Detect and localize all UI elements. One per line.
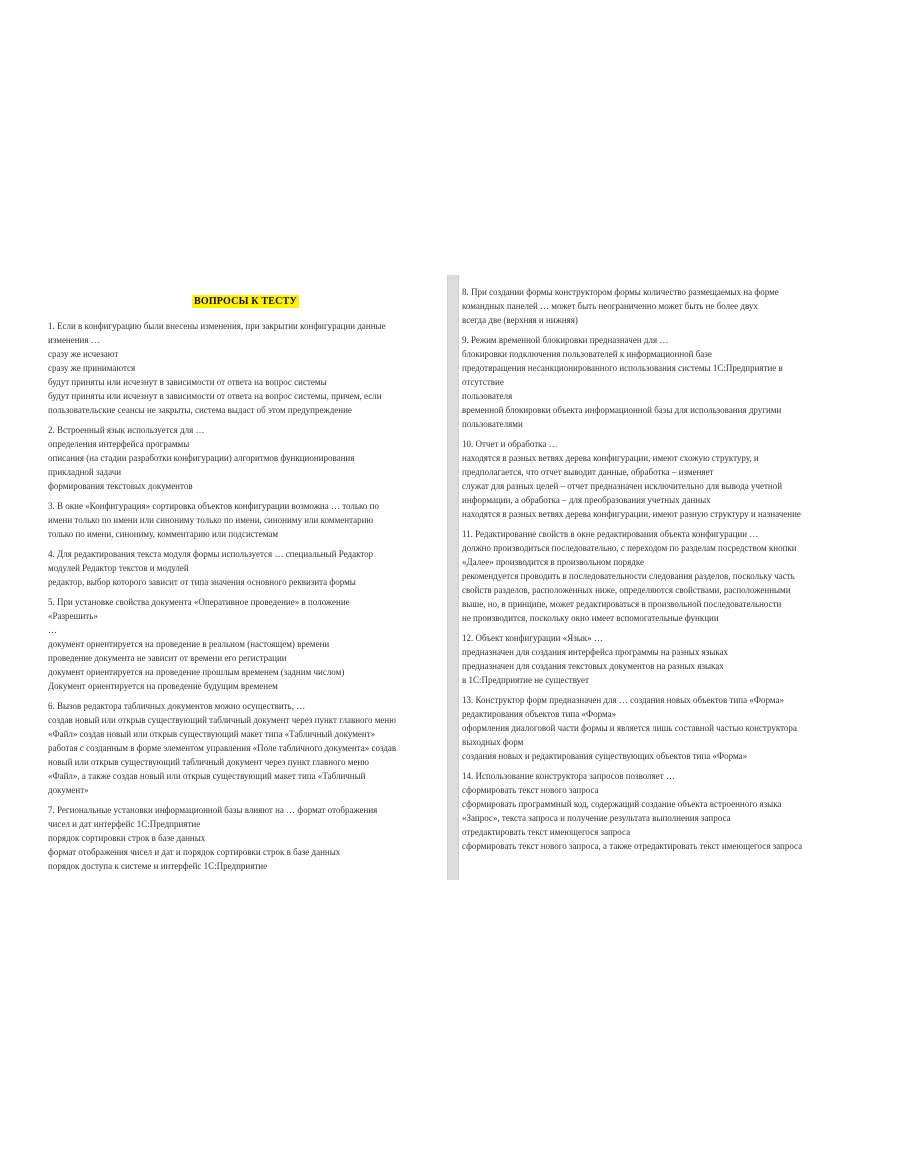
right-question-list: [462, 285, 887, 853]
answer-option: находятся в разных ветвях дерева конфигурации, имеют схожую структуру, и предполагается, что отчет выводит данные, обработка – изменяет: [462, 453, 759, 477]
answer-option: формат отображения чисел и дат и порядок сортировки строк в базе данных: [48, 847, 341, 857]
answer-option: пользователя: [462, 391, 513, 401]
right-page: [462, 275, 887, 859]
answer-option: будут приняты или исчезнут в зависимости от ответа на вопрос системы, причем, если пользовательские сеансы не закрыты, система выдаст об этом предупреждение: [48, 391, 382, 415]
question-text: 6. Вызов редактора табличных документов можно осуществить, …: [48, 701, 306, 711]
answer-option: предназначен для создания текстовых документов на разных языках: [462, 661, 724, 671]
answer-option: создания новых и редактирования существующих объектов типа «Форма»: [462, 751, 748, 761]
answer-option: документ ориентируется на проведение прошлым временем (задним числом): [48, 667, 345, 677]
answer-option: служат для разных целей – отчет предназначен исключительно для вывода учетной информации, а обработка – для преобразования учетных данных: [462, 481, 783, 505]
answer-option: блокировки подключения пользователей к информационной базе: [462, 349, 712, 359]
question-text: 14. Использование конструктора запросов позволяет …: [462, 771, 675, 781]
question-text: 2. Встроенный язык используется для …: [48, 425, 205, 435]
question-text: 8. При создании формы конструктором формы количество размещаемых на форме командных панелей … может быть неограниченно может быть не более двух всегда две (верхняя и нижняя): [462, 287, 779, 325]
question-block: [462, 527, 887, 625]
answer-option: документ ориентируется на проведение в реальном (настоящем) времени: [48, 639, 330, 649]
answer-option: отредактировать текст имеющегося запроса: [462, 827, 631, 837]
question-text: 11. Редактирование свойств в окне редактирования объекта конфигурации …: [462, 529, 759, 539]
question-block: [462, 285, 887, 327]
answer-option: рекомендуется проводить в последовательности следования разделов, поскольку часть свойств разделов, расположенных ниже, определяются свойствами, расположенными выше, но, в принципе, может редактироваться в произвольной последовательности не производится, поскольку окно имеет вспомогательные функции: [462, 571, 795, 623]
answer-option: предотвращения несанкционированного использования системы 1С:Предприятие в отсутствие: [462, 363, 783, 387]
question-block: [48, 319, 443, 417]
answer-option: предназначен для создания интерфейса программы на разных языках: [462, 647, 729, 657]
question-block: [48, 699, 443, 797]
question-text: 12. Объект конфигурации «Язык» …: [462, 633, 603, 643]
answer-option: описания (на стадии разработки конфигурации) алгоритмов функционирования прикладной задачи: [48, 453, 355, 477]
page-gutter: [447, 275, 459, 880]
answer-option: сразу же принимаются: [48, 363, 136, 373]
left-page: [48, 275, 443, 879]
answer-option: редактор, выбор которого зависит от типа значения основного реквизита формы: [48, 577, 356, 587]
answer-option: сформировать текст нового запроса, а также отредактировать текст имеющегося запроса: [462, 841, 803, 851]
answer-option: сразу же исчезают: [48, 349, 119, 359]
answer-option: находятся в разных ветвях дерева конфигурации, имеют разную структуру и назначение: [462, 509, 801, 519]
answer-option: определения интерфейса программы: [48, 439, 190, 449]
title-row: [48, 291, 443, 309]
question-block: [48, 423, 443, 493]
question-block: [462, 769, 887, 853]
question-text: 1. Если в конфигурацию были внесены изменения, при закрытии конфигурации данные изменения …: [48, 321, 386, 345]
answer-option: сформировать программный код, содержащий создание объекта встроенного языка «Запрос», текста запроса и получение результата выполнения запроса: [462, 799, 782, 823]
question-text: 10. Отчет и обработка …: [462, 439, 558, 449]
question-text: 4. Для редактирования текста модуля формы используется … специальный Редактор модулей Редактор текстов и модулей: [48, 549, 374, 573]
answer-option: создав новый или открыв существующий табличный документ через пункт главного меню «Файл» создав новый или открыв существующий макет типа «Табличный документ» работая с созданным в форме элементом управления «Поле табличного документа» создав новый или открыв существующий табличный документ через пункт главного меню «Файл», а также создав новый или открыв существующий макет типа «Табличный документ»: [48, 715, 397, 795]
answer-option: Документ ориентируется на проведение будущим временем: [48, 681, 278, 691]
question-block: [462, 693, 887, 763]
document-title: ВОПРОСЫ К ТЕСТУ: [193, 296, 298, 307]
question-text: 7. Региональные установки информационной базы влияют на … формат отображения чисел и дат интерфейс 1С:Предприятие: [48, 805, 378, 829]
left-question-list: [48, 319, 443, 873]
answer-option: временной блокировки объекта информационной базы для использования другими пользователями: [462, 405, 782, 429]
question-block: [462, 631, 887, 687]
answer-option: формирования текстовых документов: [48, 481, 193, 491]
question-block: [48, 595, 443, 693]
question-block: [48, 499, 443, 541]
question-block: [462, 333, 887, 431]
answer-option: должно производиться последовательно, с переходом по разделам посредством кнопки «Далее» производится в произвольном порядке: [462, 543, 797, 567]
question-text: 9. Режим временной блокировки предназначен для …: [462, 335, 669, 345]
answer-option: будут приняты или исчезнут в зависимости от ответа на вопрос системы: [48, 377, 327, 387]
question-text: 5. При установке свойства документа «Оперативное проведение» в положение «Разрешить» …: [48, 597, 350, 635]
answer-option: порядок доступа к системе и интерфейс 1С:Предприятие: [48, 861, 268, 871]
answer-option: порядок сортировки строк в базе данных: [48, 833, 206, 843]
answer-option: в 1С:Предприятие не существует: [462, 675, 589, 685]
answer-option: оформления диалоговой части формы и является лишь составной частью конструктора выходных форм: [462, 723, 797, 747]
question-text: 13. Конструктор форм предназначен для … создания новых объектов типа «Форма» редактирования объектов типа «Форма»: [462, 695, 784, 719]
question-block: [462, 437, 887, 521]
answer-option: сформировать текст нового запроса: [462, 785, 599, 795]
question-block: [48, 803, 443, 873]
question-block: [48, 547, 443, 589]
question-text: 3. В окне «Конфигурация» сортировка объектов конфигурации возможна … только по имени только по имени или синониму только по имени, синониму или комментарию только по имени, синониму, комментарию или подсистемам: [48, 501, 379, 539]
answer-option: проведение документа не зависит от времени его регистрации: [48, 653, 287, 663]
